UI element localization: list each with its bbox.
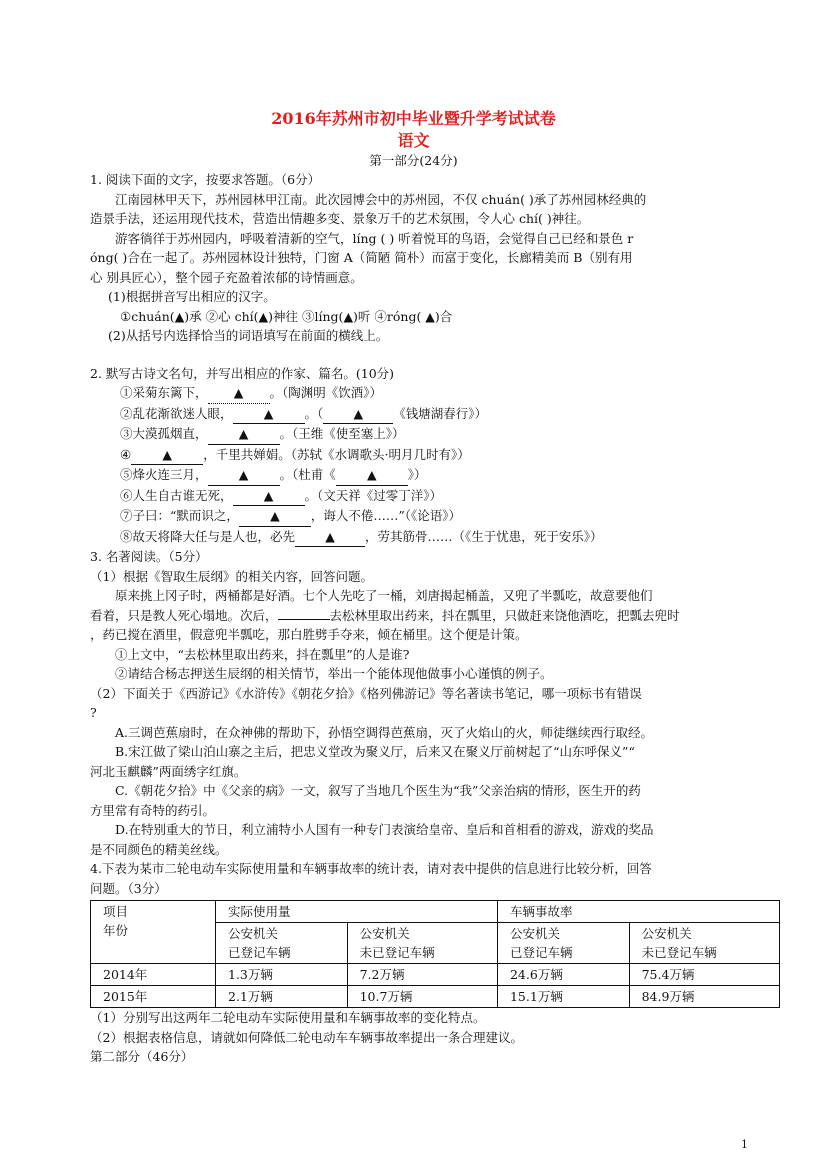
q1-passage-line: 心 别具匠心），整个园子充盈着浓郁的诗情画意。 [90,269,363,285]
q3-option-a: A.三调芭蕉扇时，在众神佛的帮助下，孙悟空调得芭蕉扇，灭了火焰山的火，师徒继续西行取经。 [115,724,654,740]
q4-sub1: （1）分别写出这两年二轮电动车实际使用量和车辆事故率的变化特点。 [90,1010,486,1025]
exam-content [90,170,780,1067]
table-column-header: 公安机关 未已登记车辆 [347,923,497,964]
q3-option-d: 是不同颜色的精美丝线。 [90,841,228,857]
q4-stem: 4.下表为某市二轮电动车实际使用量和车辆事故率的统计表，请对表中提供的信息进行比较分析，回答 [90,861,652,876]
q2-item: ⑧故天将降大任与是人也，必先 ▲ ，劳其筋骨……（《生于忧患，死于安乐》） [90,527,780,548]
q1-stem: 1. 阅读下面的文字，按要求答题。（6分） [90,172,321,187]
q3-passage-line: 看着，只是教人死心塌地。次后， 去松林里取出药来，抖在瓢里，只做赶来饶他酒吃，把瓢去兜时 [90,607,680,623]
table-row: 2015年 2.1万辆 10.7万辆 15.1万辆 84.9万辆 [91,986,780,1008]
table-corner-cell: 项目 年份 [91,901,216,964]
answer-blank: ▲ [233,486,305,507]
q3-question: ①上文中，“去松林里取出药来，抖在瓢里”的人是谁? [115,646,410,662]
q2-item: ③大漠孤烟直， ▲ 。（王维《使至塞上》） [90,424,780,445]
q2-stem: 2. 默写古诗文名句，并写出相应的作家、篇名。(10分) [90,365,395,381]
answer-blank: ▲ [323,404,393,425]
q1-passage-line: 游客徜徉于苏州园内，呼吸着清新的空气，líng ( ) 听着悦耳的鸟语，会觉得自己已经和景色 r [115,230,634,246]
q1-sub1: (1)根据拼音写出相应的汉字。 [108,289,276,304]
table-column-header: 公安机关 未已登记车辆 [629,923,779,964]
q3-question: ②请结合杨志押送生辰纲的相关情节，举出一个能体现他做事小心谨慎的例子。 [115,666,553,681]
q1-sub2: (2)从括号内选择恰当的词语填写在前面的横线上。 [108,328,389,343]
part-two-heading: 第二部分（46分） [90,1049,194,1064]
answer-blank: ▲ [208,383,270,404]
table-row: 2014年 1.3万辆 7.2万辆 24.6万辆 75.4万辆 [91,964,780,986]
q1-passage-line: óng( )合在一起了。苏州园林设计独特，门窗 A（简陋 简朴）而富于变化，长廊精美而 B（别有用 [90,250,633,265]
stats-table [90,900,780,1008]
table-group-header: 车辆事故率 [497,901,779,923]
q1-passage-line: 造景手法，还运用现代技术，营造出情趣多变、景象万千的艺术氛围，令人心 chí( )神往。 [90,211,590,226]
q3-sub2: ? [90,705,97,720]
exam-subject: 语文 [397,131,430,150]
q3-option-c: C.《朝花夕拾》中《父亲的病》一文，叙写了当地几个医生为“我”父亲治病的情形，医生开的药 [115,783,641,798]
q2-item: ④ ▲ ，千里共婵娟。（苏轼《水调歌头·明月几时有》） [90,445,780,466]
page-number: 1 [741,1138,748,1151]
answer-blank: ▲ [295,527,365,548]
table-column-header: 公安机关 已登记车辆 [216,923,348,964]
q3-stem: 3. 名著阅读。（5分） [90,549,208,564]
q2-item: ⑦子曰：“默而识之， ▲ ，诲人不倦……”（《论语》） [90,506,780,527]
part-one-heading: 第一部分(24分) [369,153,458,168]
q3-option-b: B.宋江做了梁山泊山寨之主后，把忠义堂改为聚义厅，后来又在聚义厅前树起了“山东呼保义”“ [115,744,635,759]
answer-blank: ▲ [208,465,280,486]
exam-title: 2016年苏州市初中毕业暨升学考试试卷 [271,109,556,128]
answer-blank: ▲ [233,404,305,425]
q3-sub2: （2）下面关于《西游记》《水浒传》《朝花夕拾》《格列佛游记》等名著读书笔记，哪一项标书有错误 [90,685,642,701]
q1-sub1-items: ①chuán(▲)承 ②心 chí(▲)神往 ③líng(▲)听 ④róng( ▲)合 [120,308,453,324]
answer-blank: ▲ [239,506,311,527]
q2-item: ⑥人生自古谁无死， ▲ 。（文天祥《过零丁洋》） [90,486,780,507]
table-group-header: 实际使用量 [216,901,498,923]
answer-blank: ▲ [208,424,280,445]
q3-option-b: 河北玉麒麟”两面绣字红旗。 [90,763,247,779]
q3-option-c: 方里常有奇特的药引。 [90,802,216,818]
q3-passage-line: 原来挑上冈子时，两桶都是好酒。七个人先吃了一桶，刘唐揭起桶盖，又兜了半瓢吃，故意要他们 [115,588,653,603]
q3-sub1: （1）根据《智取生辰纲》的相关内容，回答问题。 [90,568,373,584]
q2-item: ①采菊东篱下， ▲ 。（陶渊明《饮酒》） [90,383,780,404]
q3-option-d: D.在特别重大的节日，利立浦特小人国有一种专门表演给皇帝、皇后和首相看的游戏，游戏的奖品 [115,822,654,837]
answer-blank: ▲ [336,465,408,486]
q4-sub2: （2）根据表格信息，请就如何降低二轮电动车车辆事故率提出一条合理建议。 [90,1029,523,1045]
q3-passage-line: ，药已搅在酒里，假意兜半瓢吃，那白胜劈手夺来，倾在桶里。这个便是计策。 [90,627,528,642]
q1-passage-line: 江南园林甲天下，苏州园林甲江南。此次园博会中的苏州园，不仅 chuán( )承了苏州园林经典的 [115,191,647,207]
table-column-header: 公安机关 已登记车辆 [497,923,629,964]
q2-item: ⑤烽火连三月， ▲ 。（杜甫《 ▲ 》） [90,465,780,486]
answer-blank [278,619,330,620]
answer-blank: ▲ [131,445,203,466]
q2-item: ②乱花渐欲迷人眼， ▲ 。（ ▲ 《钱塘湖春行》） [90,404,780,425]
q4-stem: 问题。（3分） [90,880,167,896]
